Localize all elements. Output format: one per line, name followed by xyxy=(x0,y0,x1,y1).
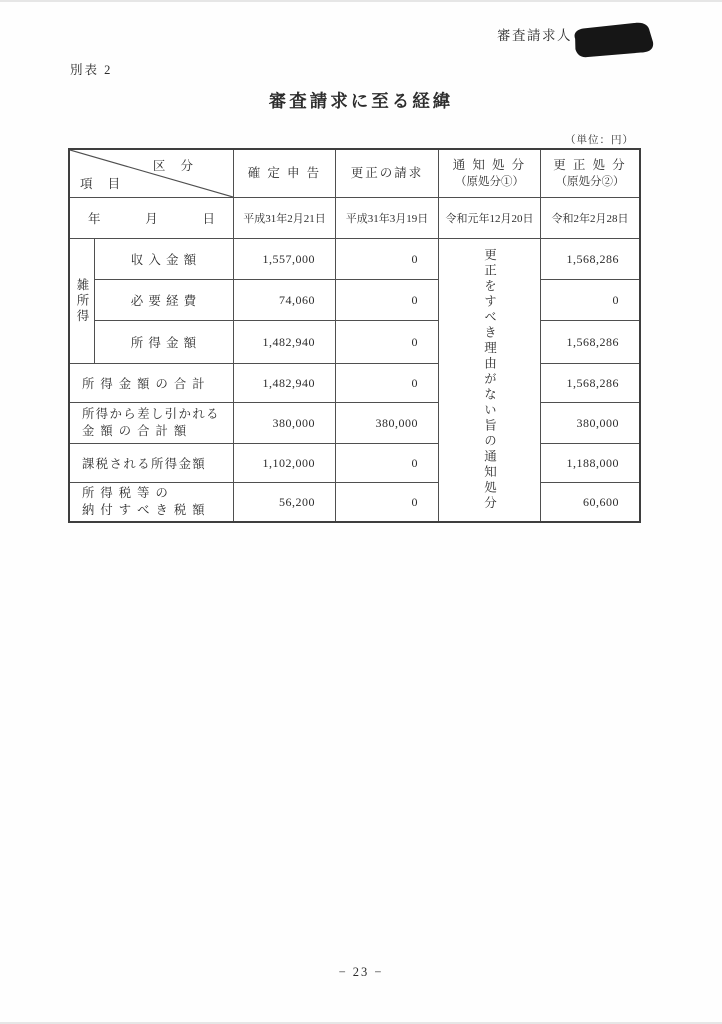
row-label-line1: 所 得 税 等 の xyxy=(82,485,170,500)
column-header-kakutei xyxy=(234,150,336,198)
history-table xyxy=(68,148,641,523)
value-cell: 1,102,000 xyxy=(234,444,336,483)
column-header-text: 通 知 処 分 xyxy=(452,158,527,173)
row-label: 収 入 金 額 xyxy=(95,239,234,280)
column-header-seikyu xyxy=(336,150,439,198)
value-cell: 0 xyxy=(336,321,439,364)
date-label-cell xyxy=(70,198,234,239)
date-label-year: 年 xyxy=(88,212,101,226)
corner-division-label: 区 分 xyxy=(152,159,199,173)
column-header-text: 更 正 処 分 xyxy=(553,158,627,173)
row-label xyxy=(70,483,234,521)
value-cell: 60,600 xyxy=(583,494,619,509)
date-value: 令和元年12月20日 xyxy=(439,198,541,239)
group-label-zatsu-shotoku: 雑所得 xyxy=(70,239,95,364)
row-label-line2: 金 額 の 合 計 額 xyxy=(82,424,188,438)
corner-item-label: 項 目 xyxy=(80,177,127,191)
row-label: 必 要 経 費 xyxy=(95,280,234,321)
value-cell: 1,482,940 xyxy=(234,321,336,364)
value-cell: 0 xyxy=(336,364,439,403)
page-number: − 23 − xyxy=(338,965,384,979)
scan-edge-top xyxy=(0,0,722,2)
value-cell: 380,000 xyxy=(541,403,639,444)
appendix-label: 別表 2 xyxy=(70,63,113,77)
claimant-label: 審査請求人 xyxy=(497,28,572,43)
date-value: 令和2年2月28日 xyxy=(541,198,639,239)
date-value: 平成31年3月19日 xyxy=(336,198,439,239)
date-value: 平成31年2月21日 xyxy=(234,198,336,239)
column-header-text: 更正の請求 xyxy=(350,166,424,181)
page-title: 審査請求に至る経緯 xyxy=(268,91,454,111)
row-label: 所 得 金 額 xyxy=(95,321,234,364)
row-label: 課税される所得金額 xyxy=(70,444,234,483)
column-header-text: 確 定 申 告 xyxy=(247,166,322,181)
notice-merged-cell: 更正をすべき理由がない旨の通知処分 xyxy=(439,239,541,521)
date-label-month: 月 xyxy=(145,212,158,226)
value-cell: 0 xyxy=(336,483,439,521)
value-cell: 380,000 xyxy=(234,403,336,444)
value-cell: 1,482,940 xyxy=(234,364,336,403)
column-header-subtext: （原処分①） xyxy=(455,176,524,189)
row-label-line1: 所得から差し引かれる xyxy=(82,406,220,421)
redaction-mark xyxy=(567,20,658,60)
value-cell: 0 xyxy=(336,444,439,483)
column-header-subtext: （原処分②） xyxy=(555,176,625,189)
row-label: 所 得 金 額 の 合 計 xyxy=(70,364,234,403)
value-cell: 380,000 xyxy=(336,403,439,444)
value-cell: 1,568,286 xyxy=(541,321,639,364)
value-cell: 0 xyxy=(336,239,439,280)
row-label xyxy=(70,403,234,444)
date-label-day: 日 xyxy=(202,212,215,226)
value-cell: 0 xyxy=(541,280,639,321)
column-header-kosei xyxy=(541,150,639,198)
value-cell: 0 xyxy=(336,280,439,321)
value-cell: 1,568,286 xyxy=(541,239,639,280)
column-header-tsuchi xyxy=(439,150,541,198)
corner-header-cell xyxy=(70,150,234,198)
value-cell: 1,557,000 xyxy=(234,239,336,280)
value-cell: 56,200 xyxy=(234,483,336,521)
value-cell: 74,060 xyxy=(234,280,336,321)
value-cell: 1,188,000 xyxy=(541,444,639,483)
value-cell: 1,568,286 xyxy=(541,364,639,403)
row-label-line2: 納 付 す べ き 税 額 xyxy=(82,503,207,517)
unit-note: （単位：円） xyxy=(565,135,634,146)
